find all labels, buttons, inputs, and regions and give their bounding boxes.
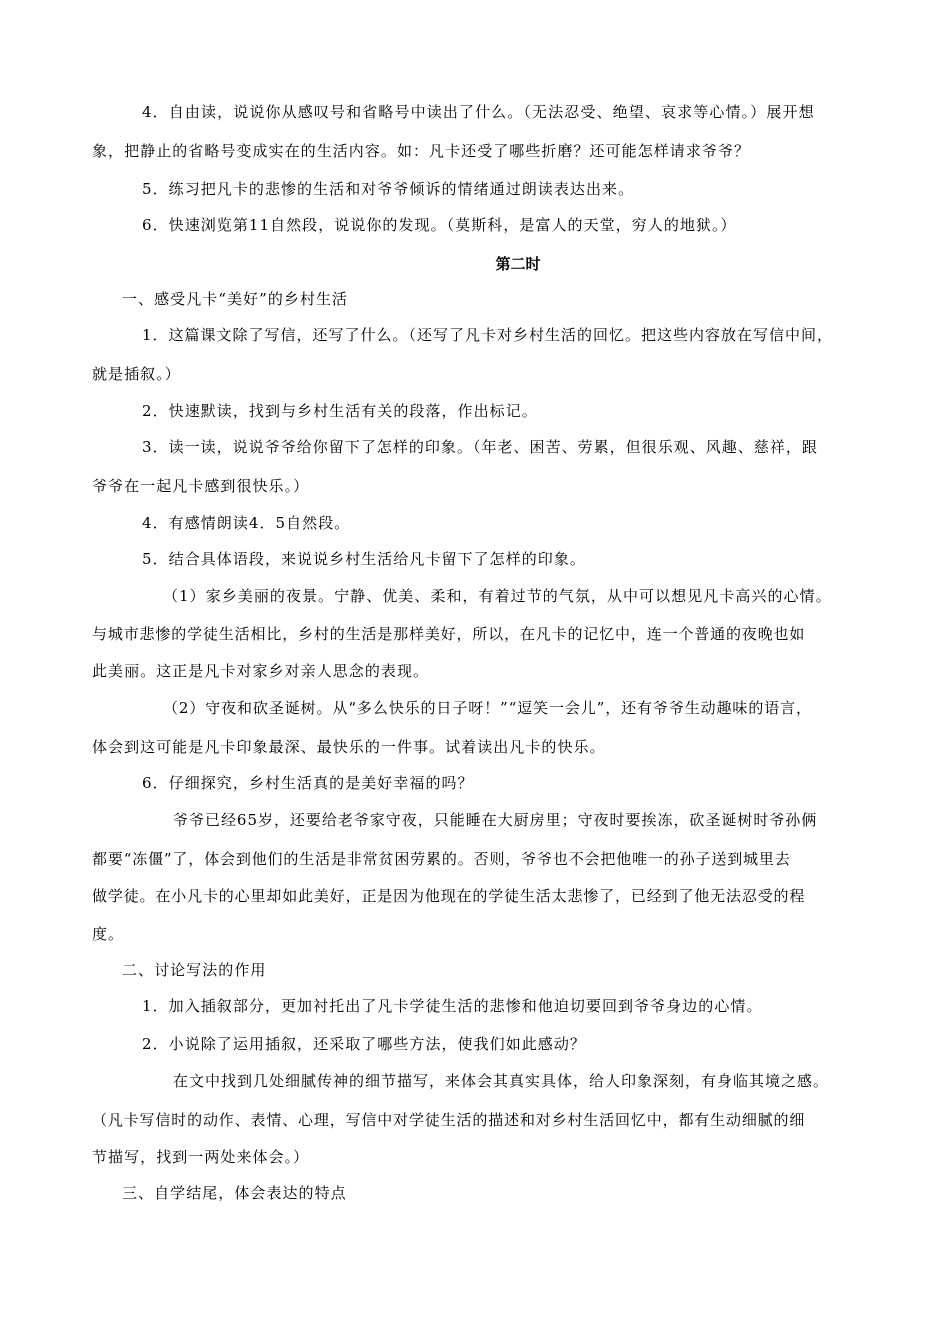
text-line: 2．快速默读，找到与乡村生活有关的段落，作出标记。 [142, 402, 538, 420]
text-line: （凡卡写信时的动作、表情、心理，写信中对学徒生活的描述和对乡村生活回忆中，都有生动细腻的细 [92, 1111, 806, 1129]
text-line: 在文中找到几处细腻传神的细节描写，来体会其真实具体，给人印象深刻，有身临其境之感。 [173, 1072, 830, 1090]
text-line: 此美丽。这正是凡卡对家乡对亲人思念的表现。 [92, 662, 430, 680]
text-line: 5．结合具体语段，来说说乡村生活给凡卡留下了怎样的印象。 [142, 550, 586, 568]
section-title: 一、感受凡卡“美好”的乡村生活 [122, 290, 349, 308]
text-line: 与城市悲惨的学徒生活相比，乡村的生活是那样美好，所以，在凡卡的记忆中，连一个普通的夜晚也如 [92, 625, 806, 643]
text-line: 都要“冻僵”了，体会到他们的生活是非常贫困劳累的。否则，爷爷也不会把他唯一的孙子送到城里去 [92, 850, 791, 868]
text-line: 体会到这可能是凡卡印象最深、最快乐的一件事。试着读出凡卡的快乐。 [92, 738, 606, 756]
section-title: 三、自学结尾，体会表达的特点 [122, 1184, 347, 1202]
text-line: 做学徒。在小凡卡的心里却如此美好，正是因为他现在的学徒生活太悲惨了，已经到了他无法忍受的程 [92, 887, 806, 905]
text-line: 4．有感情朗读4．5自然段。 [142, 514, 351, 532]
text-line: 象，把静止的省略号变成实在的生活内容。如：凡卡还受了哪些折磨？还可能怎样请求爷爷？ [92, 142, 751, 160]
text-line: 5．练习把凡卡的悲惨的生活和对爷爷倾诉的情绪通过朗读表达出来。 [142, 180, 635, 198]
text-line: 2．小说除了运用插叙，还采取了哪些方法，使我们如此感动？ [142, 1035, 586, 1053]
text-line: 就是插叙。） [92, 365, 181, 383]
text-line: 3．读一读，说说爷爷给你留下了怎样的印象。（年老、困苦、劳累，但很乐观、风趣、慈祥，跟 [142, 438, 818, 456]
text-line: 爷爷在一起凡卡感到很快乐。） [92, 477, 310, 495]
text-line: 爷爷已经65岁，还要给老爷家守夜，只能睡在大厨房里；守夜时要挨冻，砍圣诞树时爷孙俩 [173, 811, 818, 829]
text-line: 度。 [92, 925, 125, 943]
section-title: 二、讨论写法的作用 [122, 961, 267, 979]
text-line: 4．自由读，说说你从感叹号和省略号中读出了什么。（无法忍受、绝望、哀求等心情。）展开想 [142, 103, 815, 121]
text-line: 1．加入插叙部分，更加衬托出了凡卡学徒生活的悲惨和他迫切要回到爷爷身边的心情。 [142, 997, 763, 1015]
section-heading: 第二时 [495, 255, 541, 273]
text-line: 6．仔细探究，乡村生活真的是美好幸福的吗？ [142, 774, 474, 792]
text-line: 节描写，找到一两处来体会。） [92, 1148, 310, 1166]
text-line: （1）家乡美丽的夜景。宁静、优美、柔和，有着过节的气氛，从中可以想见凡卡高兴的心情。 [163, 587, 832, 605]
text-line: 6．快速浏览第11自然段，说说你的发现。（莫斯科，是富人的天堂，穷人的地狱。） [142, 216, 737, 234]
text-line: 1．这篇课文除了写信，还写了什么。（还写了凡卡对乡村生活的回忆。把这些内容放在写信中间， [142, 326, 834, 344]
text-line: （2）守夜和砍圣诞树。从“多么快乐的日子呀！”“逗笑一会儿”，还有爷爷生动趣味的语言， [163, 699, 812, 717]
